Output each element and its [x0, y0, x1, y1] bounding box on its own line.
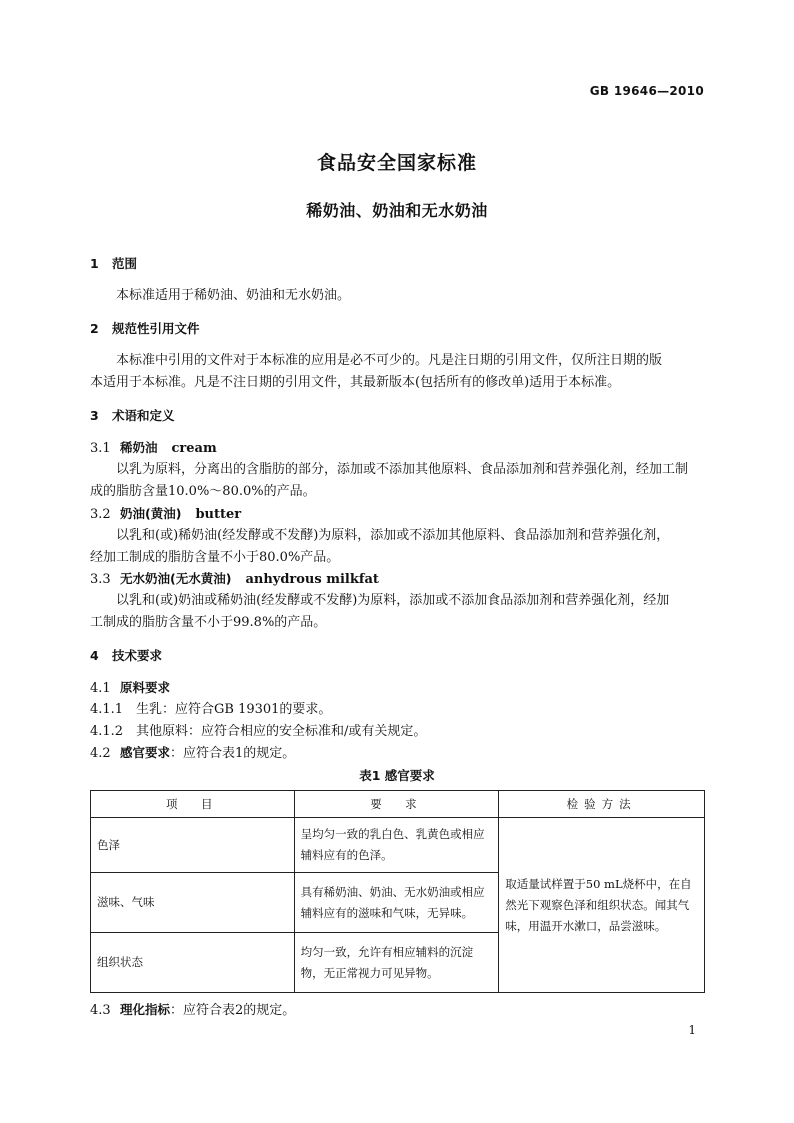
table-row — [91, 818, 705, 873]
term-name: 无水奶油(无水黄油) — [120, 571, 232, 586]
term-heading-cream — [90, 438, 704, 459]
term-number: 3.2 — [90, 507, 111, 522]
cell-test-method: 取适量试样置于50 mL烧杯中，在自然光下观察色泽和组织状态。闻其气味，用温开水漱口，品尝滋味。 — [499, 818, 705, 993]
term-heading-butter — [90, 504, 704, 525]
section-number: 1 — [90, 256, 99, 271]
term-english: anhydrous milkfat — [245, 572, 379, 587]
term-english: cream — [171, 441, 217, 456]
term-number: 3.1 — [90, 441, 111, 456]
column-header-requirement: 要 求 — [294, 791, 499, 818]
term-name: 稀奶油 — [120, 440, 158, 455]
paragraph-line: 本适用于本标准。凡是不注日期的引用文件，其最新版本(包括所有的修改单)适用于本标准。 — [90, 375, 621, 390]
term-name: 奶油(黄油) — [120, 506, 182, 521]
page-number: 1 — [688, 1023, 696, 1037]
document-subtitle: 稀奶油、奶油和无水奶油 — [306, 201, 488, 220]
cell-item: 滋味、气味 — [91, 873, 295, 933]
table-caption: 表1 感官要求 — [359, 768, 435, 783]
section-number: 3 — [90, 408, 99, 423]
paragraph-line: 以乳和(或)稀奶油(经发酵或不发酵)为原料，添加或不添加其他原料、食品添加剂和营养强化剂， — [116, 528, 670, 543]
subsection-number: 4.1 — [90, 681, 111, 696]
section-heading-terms — [90, 406, 704, 426]
cell-item: 组织状态 — [91, 933, 295, 993]
paragraph-line: 本标准中引用的文件对于本标准的应用是必不可少的。凡是注日期的引用文件，仅所注日期的版 — [116, 353, 663, 368]
section-title: 范围 — [112, 256, 138, 271]
clause-other-materials — [90, 722, 704, 742]
clause-number: 4.1.2 — [90, 724, 124, 739]
section-title: 术语和定义 — [112, 408, 175, 423]
term-heading-anhydrous-milkfat — [90, 569, 704, 590]
paragraph-line: 成的脂肪含量10.0%～80.0%的产品。 — [90, 484, 316, 499]
subsection-text: ：应符合表2的规定。 — [170, 1003, 296, 1018]
subsection-heading-physicochemical — [90, 1000, 704, 1021]
section-heading-technical-requirements — [90, 646, 704, 666]
term-number: 3.3 — [90, 572, 111, 587]
paragraph-line: 以乳和(或)奶油或稀奶油(经发酵或不发酵)为原料，添加或不添加食品添加剂和营养强化剂，经加 — [116, 593, 670, 608]
subsection-heading-raw-materials — [90, 678, 704, 699]
cell-item: 色泽 — [91, 818, 295, 873]
clause-raw-milk — [90, 700, 704, 720]
column-header-item: 项 目 — [91, 791, 295, 818]
paragraph-line: 经加工制成的脂肪含量不小于80.0%产品。 — [90, 550, 340, 565]
clause-number: 4.1.1 — [90, 702, 124, 717]
paragraph-line: 以乳为原料，分离出的含脂肪的部分，添加或不添加其他原料、食品添加剂和营养强化剂，经加工制 — [116, 462, 689, 477]
cell-requirement: 均匀一致，允许有相应辅料的沉淀物，无正常视力可见异物。 — [294, 933, 499, 993]
clause-text: 生乳：应符合GB 19301的要求。 — [136, 702, 332, 717]
section-title: 技术要求 — [112, 648, 163, 663]
section-number: 2 — [90, 321, 99, 336]
section-heading-scope — [90, 254, 704, 274]
section-title: 规范性引用文件 — [112, 321, 200, 336]
paragraph-line: 工制成的脂肪含量不小于99.8%的产品。 — [90, 615, 327, 630]
section-number: 4 — [90, 648, 99, 663]
subsection-heading-sensory — [90, 743, 704, 764]
clause-text: 其他原料：应符合相应的安全标准和/或有关规定。 — [136, 724, 427, 739]
subsection-number: 4.3 — [90, 1003, 111, 1018]
subsection-text: ：应符合表1的规定。 — [170, 746, 296, 761]
cell-requirement: 呈均匀一致的乳白色、乳黄色或相应辅料应有的色泽。 — [294, 818, 499, 873]
sensory-requirements-table — [90, 790, 705, 993]
column-header-method: 检验方法 — [499, 791, 705, 818]
cell-requirement: 具有稀奶油、奶油、无水奶油或相应辅料应有的滋味和气味，无异味。 — [294, 873, 499, 933]
term-english: butter — [195, 507, 242, 522]
section-heading-normative-references — [90, 319, 704, 339]
subsection-title: 原料要求 — [120, 680, 171, 695]
document-title: 食品安全国家标准 — [316, 152, 477, 174]
standard-code: GB 19646—2010 — [589, 84, 704, 98]
paragraph: 本标准适用于稀奶油、奶油和无水奶油。 — [116, 288, 351, 303]
subsection-title: 理化指标 — [120, 1002, 171, 1017]
subsection-number: 4.2 — [90, 746, 111, 761]
subsection-title: 感官要求 — [120, 745, 171, 760]
table-header-row — [91, 791, 705, 818]
